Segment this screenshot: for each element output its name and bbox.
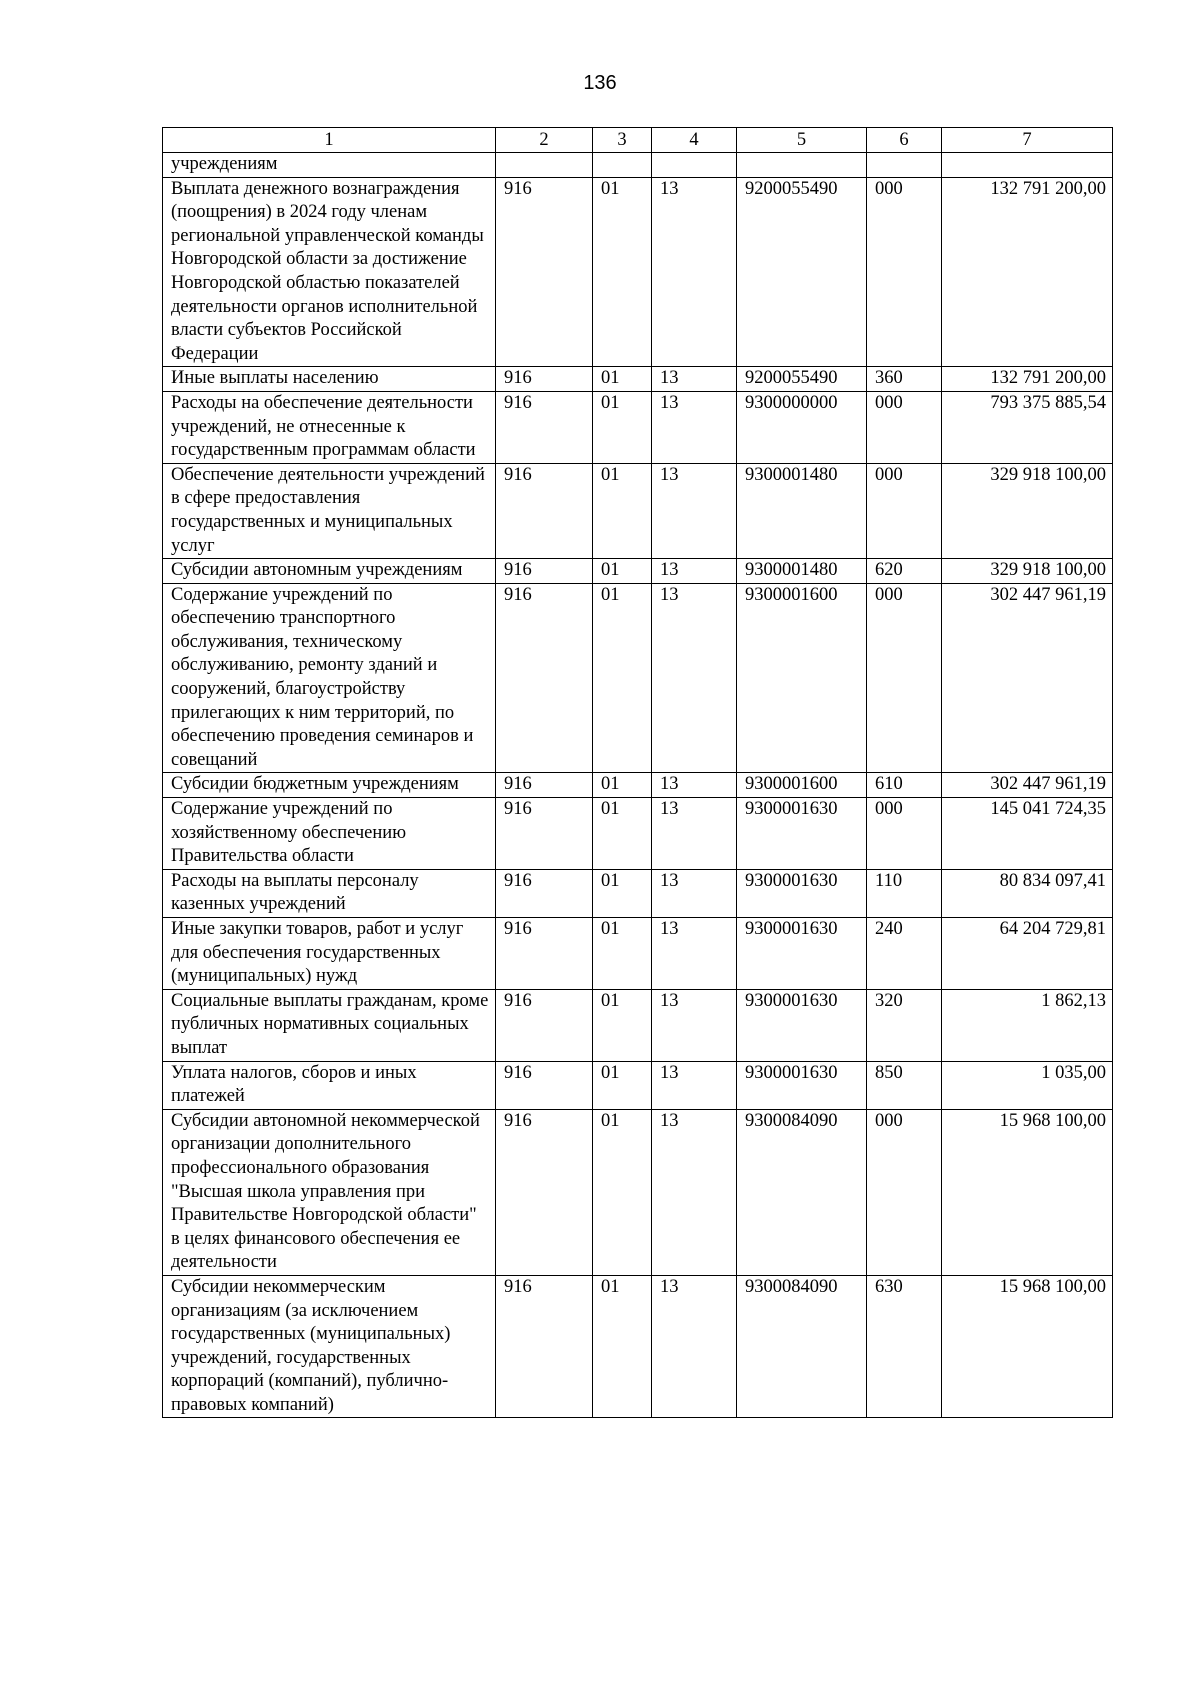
expense-type-cell: 000	[867, 391, 942, 463]
subsection-cell: 13	[652, 463, 737, 558]
subsection-cell: 13	[652, 559, 737, 584]
table-row	[163, 153, 1113, 178]
subsection-cell: 13	[652, 1275, 737, 1418]
amount-cell: 329 918 100,00	[942, 559, 1113, 584]
section-cell: 01	[593, 177, 652, 367]
expense-type-cell: 000	[867, 1109, 942, 1275]
admin-code-cell: 916	[496, 177, 593, 367]
expense-type-cell: 000	[867, 798, 942, 870]
table-row	[163, 918, 1113, 990]
amount-cell: 132 791 200,00	[942, 177, 1113, 367]
admin-code-cell: 916	[496, 1275, 593, 1418]
amount-cell: 793 375 885,54	[942, 391, 1113, 463]
section-cell: 01	[593, 1109, 652, 1275]
expense-type-cell: 240	[867, 918, 942, 990]
expense-type-cell: 320	[867, 989, 942, 1061]
section-cell: 01	[593, 1275, 652, 1418]
target-article-cell: 9200055490	[737, 367, 867, 392]
section-cell: 01	[593, 367, 652, 392]
subsection-cell: 13	[652, 583, 737, 773]
admin-code-cell: 916	[496, 559, 593, 584]
expense-type-cell: 850	[867, 1061, 942, 1109]
table-row	[163, 798, 1113, 870]
target-article-cell: 9300084090	[737, 1109, 867, 1275]
amount-cell: 132 791 200,00	[942, 367, 1113, 392]
table-row	[163, 989, 1113, 1061]
section-cell: 01	[593, 1061, 652, 1109]
target-article-cell: 9300001600	[737, 773, 867, 798]
target-article-cell: 9200055490	[737, 177, 867, 367]
header-row	[163, 128, 1113, 153]
section-cell: 01	[593, 773, 652, 798]
section-cell: 01	[593, 463, 652, 558]
header-cell: 4	[652, 128, 737, 153]
subsection-cell: 13	[652, 918, 737, 990]
table-row	[163, 1275, 1113, 1418]
row-name-cell: Социальные выплаты гражданам, кроме публичных нормативных социальных выплат	[163, 989, 496, 1061]
amount-cell: 64 204 729,81	[942, 918, 1113, 990]
row-name-cell: Субсидии некоммерческим организациям (за исключением государственных (муниципальных) учреждений, государственных корпораций (компаний), публично-правовых компаний)	[163, 1275, 496, 1418]
header-cell: 2	[496, 128, 593, 153]
row-name-cell: Субсидии бюджетным учреждениям	[163, 773, 496, 798]
target-article-cell: 9300001630	[737, 918, 867, 990]
section-cell: 01	[593, 869, 652, 917]
row-name-cell: Иные закупки товаров, работ и услуг для обеспечения государственных (муниципальных) нужд	[163, 918, 496, 990]
subsection-cell: 13	[652, 773, 737, 798]
admin-code-cell: 916	[496, 391, 593, 463]
target-article-cell: 9300000000	[737, 391, 867, 463]
row-name-cell: Расходы на обеспечение деятельности учреждений, не отнесенные к государственным программам области	[163, 391, 496, 463]
admin-code-cell	[496, 153, 593, 178]
row-name-cell: Иные выплаты населению	[163, 367, 496, 392]
expense-type-cell: 610	[867, 773, 942, 798]
expense-type-cell: 620	[867, 559, 942, 584]
subsection-cell: 13	[652, 391, 737, 463]
subsection-cell: 13	[652, 869, 737, 917]
table-row	[163, 391, 1113, 463]
row-name-cell: Выплата денежного вознаграждения (поощрения) в 2024 году членам региональной управленческой команды Новгородской области за достижение Новгородской областью показателей деятельности органов исполнительной власти субъектов Российской Федерации	[163, 177, 496, 367]
subsection-cell: 13	[652, 367, 737, 392]
admin-code-cell: 916	[496, 773, 593, 798]
amount-cell	[942, 153, 1113, 178]
target-article-cell: 9300001630	[737, 1061, 867, 1109]
amount-cell: 15 968 100,00	[942, 1109, 1113, 1275]
row-name-cell: Расходы на выплаты персоналу казенных учреждений	[163, 869, 496, 917]
table-row	[163, 367, 1113, 392]
admin-code-cell: 916	[496, 869, 593, 917]
target-article-cell	[737, 153, 867, 178]
header-cell: 1	[163, 128, 496, 153]
budget-table	[162, 127, 1113, 1418]
row-name-cell: учреждениям	[163, 153, 496, 178]
amount-cell: 15 968 100,00	[942, 1275, 1113, 1418]
admin-code-cell: 916	[496, 1109, 593, 1275]
row-name-cell: Содержание учреждений по обеспечению транспортного обслуживания, техническому обслуживанию, ремонту зданий и сооружений, благоустройству прилегающих к ним территорий, по обеспечению проведения семинаров и совещаний	[163, 583, 496, 773]
target-article-cell: 9300001630	[737, 989, 867, 1061]
subsection-cell	[652, 153, 737, 178]
table-row	[163, 583, 1113, 773]
row-name-cell: Уплата налогов, сборов и иных платежей	[163, 1061, 496, 1109]
amount-cell: 1 035,00	[942, 1061, 1113, 1109]
table-body	[163, 153, 1113, 1418]
target-article-cell: 9300001600	[737, 583, 867, 773]
admin-code-cell: 916	[496, 463, 593, 558]
admin-code-cell: 916	[496, 367, 593, 392]
subsection-cell: 13	[652, 1109, 737, 1275]
section-cell: 01	[593, 583, 652, 773]
table-row	[163, 1109, 1113, 1275]
target-article-cell: 9300084090	[737, 1275, 867, 1418]
section-cell	[593, 153, 652, 178]
row-name-cell: Содержание учреждений по хозяйственному обеспечению Правительства области	[163, 798, 496, 870]
subsection-cell: 13	[652, 798, 737, 870]
header-cell: 3	[593, 128, 652, 153]
section-cell: 01	[593, 798, 652, 870]
section-cell: 01	[593, 918, 652, 990]
table-row	[163, 869, 1113, 917]
admin-code-cell: 916	[496, 1061, 593, 1109]
row-name-cell: Субсидии автономным учреждениям	[163, 559, 496, 584]
amount-cell: 302 447 961,19	[942, 583, 1113, 773]
page-number: 136	[583, 72, 617, 94]
expense-type-cell: 000	[867, 583, 942, 773]
subsection-cell: 13	[652, 1061, 737, 1109]
expense-type-cell: 360	[867, 367, 942, 392]
amount-cell: 145 041 724,35	[942, 798, 1113, 870]
expense-type-cell: 630	[867, 1275, 942, 1418]
table-row	[163, 177, 1113, 367]
section-cell: 01	[593, 989, 652, 1061]
amount-cell: 80 834 097,41	[942, 869, 1113, 917]
table-row	[163, 1061, 1113, 1109]
subsection-cell: 13	[652, 177, 737, 367]
expense-type-cell: 000	[867, 463, 942, 558]
section-cell: 01	[593, 391, 652, 463]
expense-type-cell: 110	[867, 869, 942, 917]
amount-cell: 1 862,13	[942, 989, 1113, 1061]
admin-code-cell: 916	[496, 798, 593, 870]
target-article-cell: 9300001630	[737, 869, 867, 917]
admin-code-cell: 916	[496, 583, 593, 773]
amount-cell: 302 447 961,19	[942, 773, 1113, 798]
expense-type-cell	[867, 153, 942, 178]
target-article-cell: 9300001480	[737, 463, 867, 558]
table-row	[163, 773, 1113, 798]
table-row	[163, 463, 1113, 558]
target-article-cell: 9300001480	[737, 559, 867, 584]
expense-type-cell: 000	[867, 177, 942, 367]
header-cell: 7	[942, 128, 1113, 153]
header-cell: 6	[867, 128, 942, 153]
row-name-cell: Субсидии автономной некоммерческой организации дополнительного профессионального образования "Высшая школа управления при Правительстве Новгородской области" в целях финансового обеспечения ее деятельности	[163, 1109, 496, 1275]
row-name-cell: Обеспечение деятельности учреждений в сфере предоставления государственных и муниципальных услуг	[163, 463, 496, 558]
amount-cell: 329 918 100,00	[942, 463, 1113, 558]
section-cell: 01	[593, 559, 652, 584]
target-article-cell: 9300001630	[737, 798, 867, 870]
header-cell: 5	[737, 128, 867, 153]
subsection-cell: 13	[652, 989, 737, 1061]
admin-code-cell: 916	[496, 918, 593, 990]
table-row	[163, 559, 1113, 584]
admin-code-cell: 916	[496, 989, 593, 1061]
